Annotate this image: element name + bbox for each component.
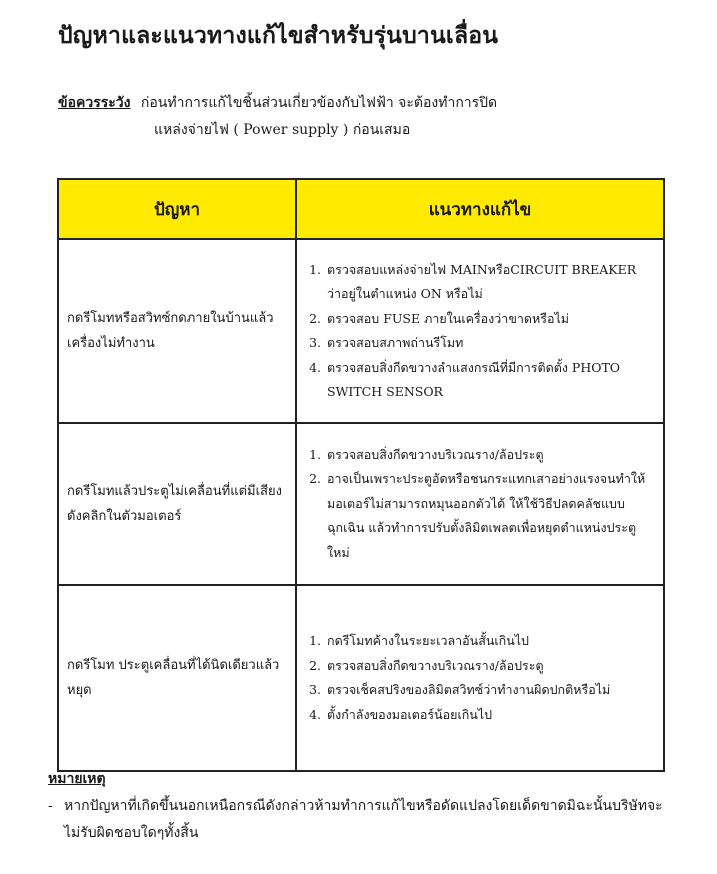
solution-cell bbox=[296, 585, 664, 771]
page-title: ปัญหาและแนวทางแก้ไขสำหรับรุ่นบานเลื่อน bbox=[58, 22, 499, 49]
caution-block bbox=[58, 90, 497, 144]
troubleshooting-table bbox=[57, 178, 665, 772]
solution-list bbox=[307, 258, 653, 405]
solution-item: 4. ตั้งกำลังของมอเตอร์น้อยเกินไป bbox=[325, 703, 653, 728]
table-row bbox=[58, 423, 664, 585]
solution-item: 1. ตรวจสอบแหล่งจ่ายไฟ MAINหรือCIRCUIT BREAKER ว่าอยู่ในตำแหน่ง ON หรือไม่ bbox=[325, 258, 653, 307]
header-problem: ปัญหา bbox=[58, 179, 296, 239]
table-row bbox=[58, 585, 664, 771]
solution-cell bbox=[296, 239, 664, 423]
solution-list bbox=[307, 443, 653, 566]
caution-label: ข้อควรระวัง bbox=[58, 95, 131, 111]
solution-list bbox=[307, 629, 653, 727]
problem-cell: กดรีโมทหรือสวิทซ์กดภายในบ้านแล้วเครื่องไม่ทำงาน bbox=[58, 239, 296, 423]
problem-cell: กดรีโมทแล้วประตูไม่เคลื่อนที่แต่มีเสียงดังคลิกในตัวมอเตอร์ bbox=[58, 423, 296, 585]
solution-item: 1. ตรวจสอบสิ่งกีดขวางบริเวณราง/ล้อประตู bbox=[325, 443, 653, 468]
solution-item: 3. ตรวจสอบสภาพถ่านรีโมท bbox=[325, 331, 653, 356]
caution-text-1: ก่อนทำการแก้ไขชิ้นส่วนเกี่ยวข้องกับไฟฟ้า จะต้องทำการปิด bbox=[140, 95, 498, 111]
solution-item: 2. ตรวจสอบ FUSE ภายในเครื่องว่าขาดหรือไม่ bbox=[325, 307, 653, 332]
solution-item: 3. ตรวจเช็คสปริงของลิมิตสวิทซ์ว่าทำงานผิดปกติหรือไม่ bbox=[325, 678, 653, 703]
note-text: หากปัญหาที่เกิดขึ้นนอกเหนือกรณีดังกล่าวห้ามทำการแก้ไขหรือดัดแปลงโดยเด็ดขาดมิฉะนั้นบริษัทจะไม่รับผิดชอบใดๆทั้งสิ้น bbox=[64, 798, 663, 841]
note-dash: - bbox=[48, 798, 53, 814]
problem-cell: กดรีโมท ประตูเคลื่อนที่ได้นิดเดียวแล้วหยุด bbox=[58, 585, 296, 771]
table-header-row bbox=[58, 179, 664, 239]
caution-text-2: แหล่งจ่ายไฟ ( Power supply ) ก่อนเสมอ bbox=[154, 122, 411, 138]
solution-item: 2. อาจเป็นเพราะประตูอัดหรือชนกระแทกเสาอย่างแรงจนทำให้มอเตอร์ไม่สามารถหมุนออกตัวได้ ให้ใช้วิธีปลดคลัชแบบฉุกเฉิน แล้วทำการปรับตั้งลิมิตเพลตเพื่อหยุดตำแหน่งประตูใหม่ bbox=[325, 467, 653, 565]
note-block bbox=[48, 766, 664, 847]
solution-cell bbox=[296, 423, 664, 585]
note-item bbox=[48, 793, 664, 847]
solution-item: 1. กดรีโมทค้างในระยะเวลาอันสั้นเกินไป bbox=[325, 629, 653, 654]
table-row bbox=[58, 239, 664, 423]
note-label: หมายเหตุ bbox=[48, 771, 106, 787]
header-solution: แนวทางแก้ไข bbox=[296, 179, 664, 239]
solution-item: 4. ตรวจสอบสิ่งกีดขวางลำแสงกรณีที่มีการติดตั้ง PHOTO SWITCH SENSOR bbox=[325, 356, 653, 405]
caution-line-1 bbox=[58, 90, 497, 117]
solution-item: 2. ตรวจสอบสิ่งกีดขวางบริเวณราง/ล้อประตู bbox=[325, 654, 653, 679]
